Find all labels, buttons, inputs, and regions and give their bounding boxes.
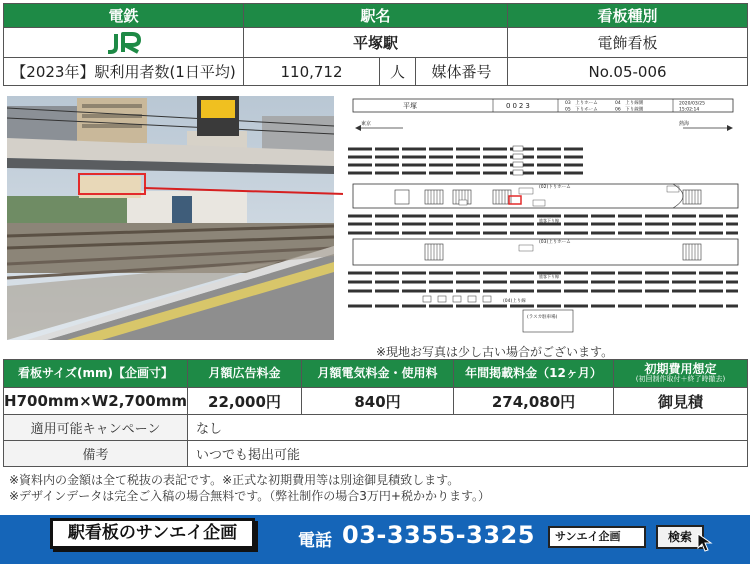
sign-type: 電飾看板 — [508, 28, 748, 58]
map-up-platform: (03)上りホーム — [539, 240, 571, 245]
price-value-annual: 274,080円 — [454, 388, 614, 415]
price-header-initial-note: (初回制作取付＋終了時撤去) — [635, 375, 726, 384]
map-small-label-2: 旅客下り線 — [539, 274, 559, 279]
tel-number[interactable]: 03-3355-3325 — [342, 521, 535, 549]
company-logo[interactable]: 駅看板のサンエイ企画 — [50, 518, 255, 549]
map-platform-03: 03 上りホーム — [565, 101, 598, 106]
media-number-label: 媒体番号 — [416, 58, 508, 86]
map-dir-right: 熱海 — [679, 121, 690, 127]
map-station: 平塚 — [403, 102, 417, 110]
photo-note: ※現地お写真は少し古い場合がございます。 — [376, 345, 614, 359]
ridership-value: 110,712 — [244, 58, 380, 86]
map-dir-left: 東京 — [361, 121, 372, 127]
map-down-platform: (02)下りホーム — [539, 185, 571, 190]
header-sign-type: 看板種別 — [508, 4, 748, 28]
price-header-electric: 月額電気料金・使用料 — [302, 360, 454, 388]
map-plaza: (ラスカ駐車場) — [527, 315, 558, 320]
price-value-electric: 840円 — [302, 388, 454, 415]
map-code: 0023 — [506, 102, 532, 110]
header-railway: 電鉄 — [4, 4, 244, 28]
map-small-label-1: 旅客下り線 — [539, 218, 559, 223]
search-button[interactable]: 検索 — [656, 525, 704, 549]
remarks-value: いつでも掲出可能 — [188, 441, 748, 467]
price-header-annual: 年間掲載料金（12ヶ月） — [454, 360, 614, 388]
ridership-label: 【2023年】駅利用者数(1日平均) — [4, 58, 244, 86]
footnotes — [9, 472, 490, 504]
tel-label: 電話 — [298, 531, 332, 551]
campaign-value: なし — [188, 415, 748, 441]
price-value-monthly: 22,000円 — [188, 388, 302, 415]
campaign-label: 適用可能キャンペーン — [4, 415, 188, 441]
remarks-label: 備考 — [4, 441, 188, 467]
cursor-icon — [697, 533, 713, 553]
footnote-2: ※デザインデータは完全ご入稿の場合無料です。（弊社制作の場合3万円+税かかります。） — [9, 489, 490, 503]
station-map — [343, 96, 743, 340]
map-platform-04: 04 上り線側 — [615, 101, 644, 106]
footnote-1: ※資料内の金額は全て税抜の表記です。※正式な初期費用等は別途御見積致します。 — [9, 473, 460, 487]
price-header-monthly: 月額広告料金 — [188, 360, 302, 388]
price-header-initial-label: 初期費用想定 — [644, 362, 717, 377]
price-table — [3, 359, 748, 467]
map-platform-05: 05 下りホーム — [565, 107, 598, 113]
map-platform-06: 06 下り線側 — [615, 107, 644, 113]
map-date: 2020/03/25 — [679, 101, 705, 107]
header-station: 駅名 — [244, 4, 508, 28]
price-header-size: 看板サイズ(mm)【企画寸】 — [4, 360, 188, 388]
map-up-line: (04)上り線 — [503, 299, 526, 304]
media-number: No.05-006 — [508, 58, 748, 86]
station-name: 平塚駅 — [244, 28, 508, 58]
price-value-size: H700mm×W2,700mm — [4, 388, 188, 415]
price-header-initial — [614, 360, 748, 388]
footer-banner — [0, 515, 750, 564]
ridership-unit: 人 — [380, 58, 416, 86]
map-time: 15:02:14 — [679, 107, 700, 113]
price-value-initial: 御見積 — [614, 388, 748, 415]
search-input[interactable]: サンエイ企画 — [548, 526, 646, 548]
